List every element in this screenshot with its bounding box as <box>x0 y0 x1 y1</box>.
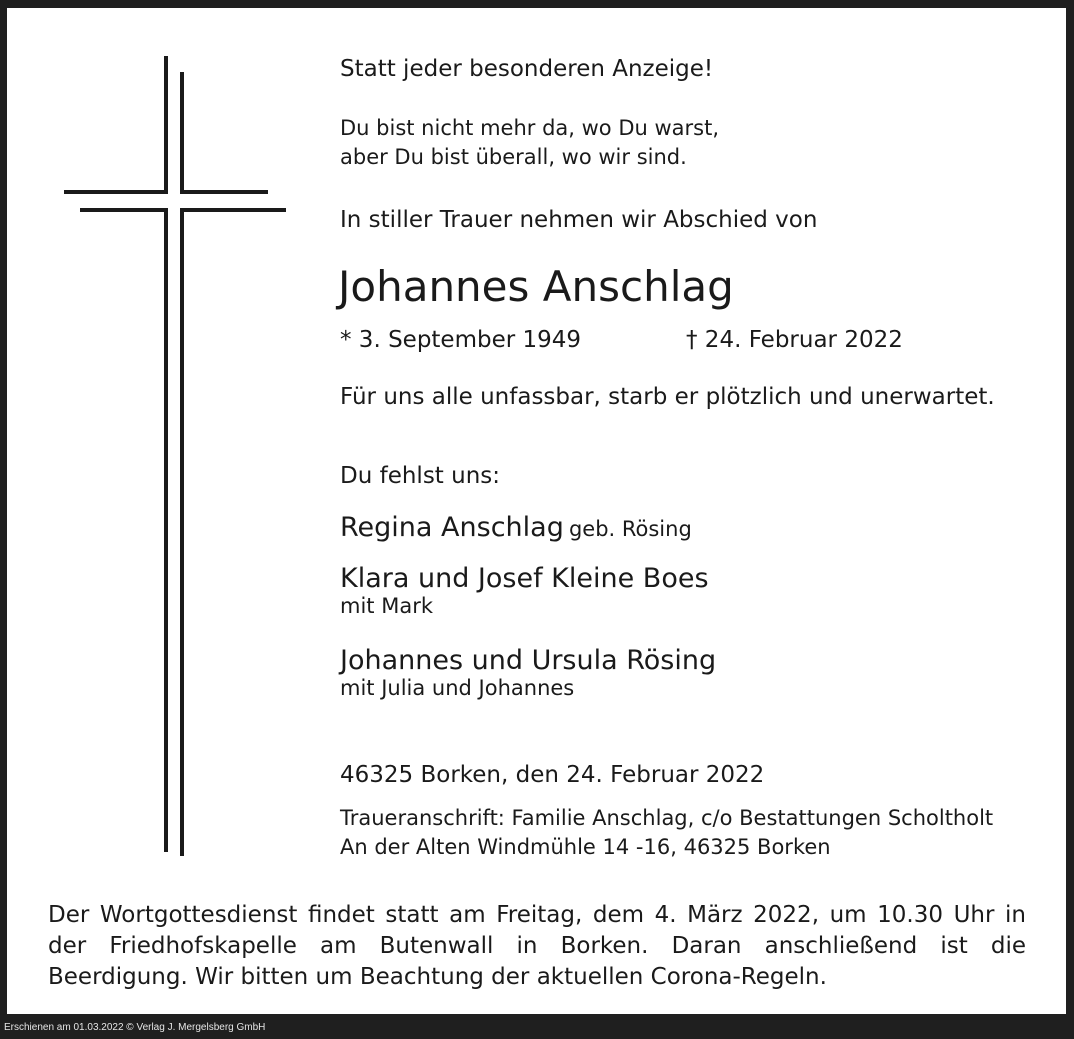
mourner-with: mit Julia und Johannes <box>340 676 575 700</box>
mourner-with: mit Mark <box>340 594 433 618</box>
cross-icon <box>64 56 286 856</box>
place-date: 46325 Borken, den 24. Februar 2022 <box>340 762 765 788</box>
mourner-name: Regina Anschlag <box>340 512 564 543</box>
service-info: Der Wortgottesdienst findet statt am Freitag, dem 4. März 2022, um 10.30 Uhr in der Friedhofskapelle am Butenwall in Borken. Daran anschließend ist die Beerdigung. Wir bitten um Beachtung der aktuellen Corona-Regeln. <box>48 902 1026 990</box>
headline: Statt jeder besonderen Anzeige! <box>340 56 714 82</box>
address-line: An der Alten Windmühle 14 -16, 46325 Borken <box>340 835 831 859</box>
remark-text: Für uns alle unfassbar, starb er plötzlich und unerwartet. <box>340 384 995 410</box>
mourner-suffix: geb. Rösing <box>568 517 692 541</box>
mourner-entry <box>340 512 692 543</box>
mourner-entry <box>340 645 716 700</box>
obituary-notice <box>7 8 1066 1014</box>
deceased-name: Johannes Anschlag <box>338 262 734 311</box>
mourner-name: Johannes und Ursula Rösing <box>340 645 717 676</box>
mourner-name: Klara und Josef Kleine Boes <box>340 563 709 594</box>
verse-line: Du bist nicht mehr da, wo Du warst, <box>340 116 720 140</box>
mourning-address <box>340 804 993 862</box>
mourner-entry <box>340 563 709 618</box>
mourners-intro: Du fehlst uns: <box>340 463 501 489</box>
farewell-text: In stiller Trauer nehmen wir Abschied von <box>340 207 818 233</box>
birth-date: * 3. September 1949 <box>340 327 582 353</box>
death-date: † 24. Februar 2022 <box>686 327 903 353</box>
address-line: Traueranschrift: Familie Anschlag, c/o Bestattungen Scholtholt <box>340 806 994 830</box>
verse-line: aber Du bist überall, wo wir sind. <box>340 145 687 169</box>
verse <box>340 114 719 172</box>
publication-footer: Erschienen am 01.03.2022 © Verlag J. Mergelsberg GmbH <box>4 1022 266 1033</box>
